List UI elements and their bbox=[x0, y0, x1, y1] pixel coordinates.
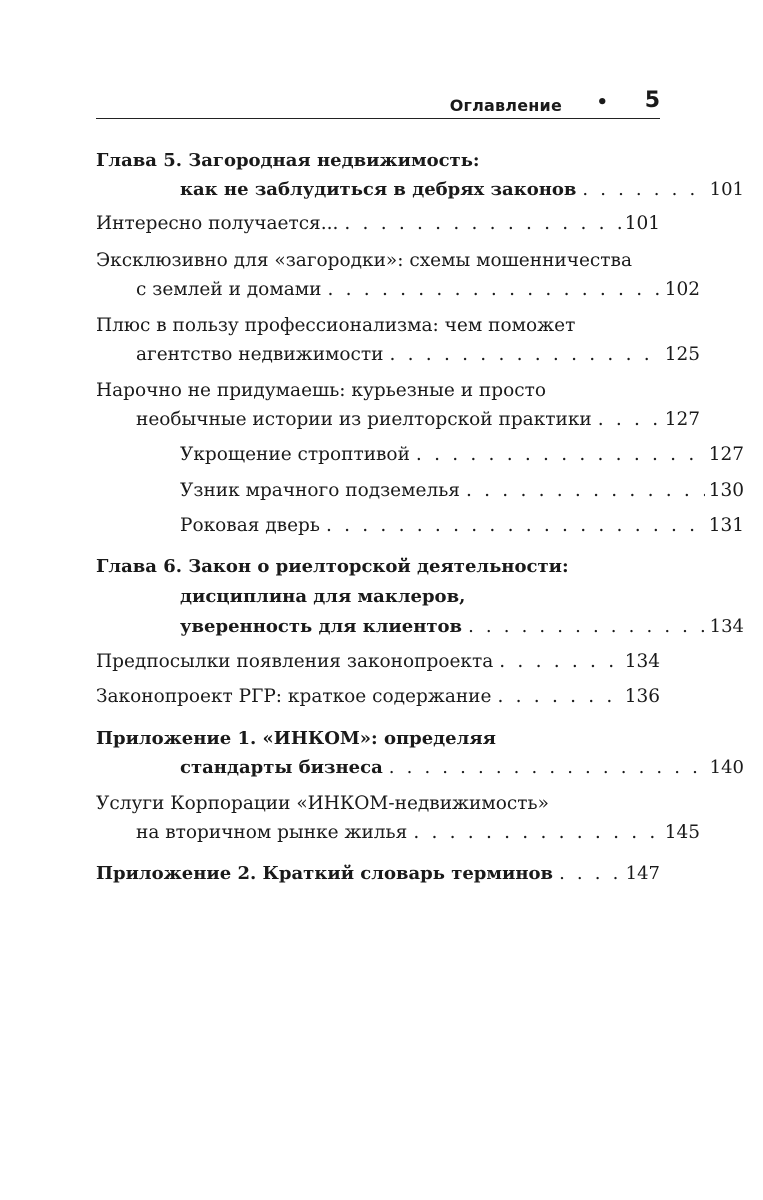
toc-page-number: 134 bbox=[709, 616, 744, 637]
dot-leader bbox=[413, 818, 660, 848]
dot-leader bbox=[416, 440, 705, 470]
toc-entry-title: Предпосылки появления законопроекта bbox=[96, 651, 494, 672]
toc-entry-exclusive-line1: Эксклюзивно для «загородки»: схемы мошенничества bbox=[96, 250, 632, 271]
toc-entry-exclusive bbox=[96, 275, 700, 305]
toc-page-number: 136 bbox=[624, 686, 660, 707]
toc-page-number: 131 bbox=[708, 515, 744, 536]
dot-leader bbox=[344, 209, 620, 239]
toc-entry-title: стандарты бизнеса bbox=[180, 757, 383, 778]
appendix-1-title-line1: Приложение 1. «ИНКОМ»: определяя bbox=[96, 728, 496, 749]
toc-entry-appendix-1 bbox=[96, 753, 744, 783]
toc-entry-narochno bbox=[96, 405, 700, 435]
toc-entry-uslugi-line1: Услуги Корпорации «ИНКОМ-недвижимость» bbox=[96, 793, 549, 814]
toc-page-number: 102 bbox=[664, 279, 700, 300]
dot-leader bbox=[327, 275, 660, 305]
dot-leader bbox=[499, 647, 620, 677]
toc-entry-predposylki bbox=[96, 647, 660, 677]
toc-page-number: 125 bbox=[664, 344, 700, 365]
toc-page-number: 134 bbox=[624, 651, 660, 672]
toc-page-number: 127 bbox=[664, 409, 700, 430]
toc-entry-narochno-line1: Нарочно не придумаешь: курьезные и просто bbox=[96, 380, 546, 401]
chapter-6-title-line1: Глава 6. Закон о риелторской деятельности: bbox=[96, 556, 569, 577]
toc-entry-title: Законопроект РГР: краткое содержание bbox=[96, 686, 492, 707]
toc-entry-title: необычные истории из риелторской практики bbox=[136, 409, 592, 430]
toc-entry-title: Узник мрачного подземелья bbox=[180, 480, 460, 501]
running-header bbox=[96, 88, 660, 119]
toc-entry-title: на вторичном рынке жилья bbox=[136, 822, 408, 843]
dot-leader bbox=[389, 753, 706, 783]
toc-entry-title: Роковая дверь bbox=[180, 515, 320, 536]
chapter-6-title-line2: дисциплина для маклеров, bbox=[180, 586, 466, 607]
dot-leader bbox=[468, 612, 706, 642]
toc-entry-title: Интересно получается... bbox=[96, 213, 339, 234]
toc-entry-title: с землей и домами bbox=[136, 279, 322, 300]
toc-entry-title: Укрощение строптивой bbox=[180, 444, 410, 465]
toc-page-number: 140 bbox=[709, 757, 744, 778]
dot-leader bbox=[389, 340, 660, 370]
dot-leader bbox=[466, 476, 705, 506]
dot-leader bbox=[582, 175, 705, 205]
toc-entry-title: как не заблудиться в дебрях законов bbox=[180, 179, 577, 200]
chapter-5-title-line1: Глава 5. Загородная недвижимость: bbox=[96, 150, 480, 171]
toc-page-number: 147 bbox=[625, 863, 660, 884]
dot-leader bbox=[497, 682, 620, 712]
toc-entry-uslugi bbox=[96, 818, 700, 848]
toc-entry-chapter-6 bbox=[96, 612, 744, 642]
toc-entry-title: уверенность для клиентов bbox=[180, 616, 463, 637]
toc-entry-professionalism bbox=[96, 340, 700, 370]
header-title: Оглавление bbox=[449, 96, 562, 115]
toc-entry-appendix-2 bbox=[96, 859, 660, 889]
toc-entry-title: агентство недвижимости bbox=[136, 344, 384, 365]
header-bullet: • bbox=[596, 92, 608, 113]
toc-entry-professionalism-line1: Плюс в пользу профессионализма: чем поможет bbox=[96, 315, 576, 336]
toc-entry-uznik bbox=[96, 476, 744, 506]
toc-page-number: 145 bbox=[664, 822, 700, 843]
toc-entry-chapter-5 bbox=[96, 175, 744, 205]
toc-entry-interesno bbox=[96, 209, 660, 239]
dot-leader bbox=[326, 511, 705, 541]
toc-page-number: 101 bbox=[709, 179, 744, 200]
toc-page-number: 127 bbox=[708, 444, 744, 465]
page-number: 5 bbox=[644, 88, 660, 113]
toc-entry-rokovaya bbox=[96, 511, 744, 541]
toc-entry-zakonoproekt bbox=[96, 682, 660, 712]
toc-page-number: 130 bbox=[708, 480, 744, 501]
toc-entry-title: Приложение 2. Краткий словарь терминов bbox=[96, 863, 554, 884]
toc-entry-ukroshchenie bbox=[96, 440, 744, 470]
toc-page-number: 101 bbox=[624, 213, 660, 234]
dot-leader bbox=[598, 405, 661, 435]
dot-leader bbox=[559, 859, 622, 889]
